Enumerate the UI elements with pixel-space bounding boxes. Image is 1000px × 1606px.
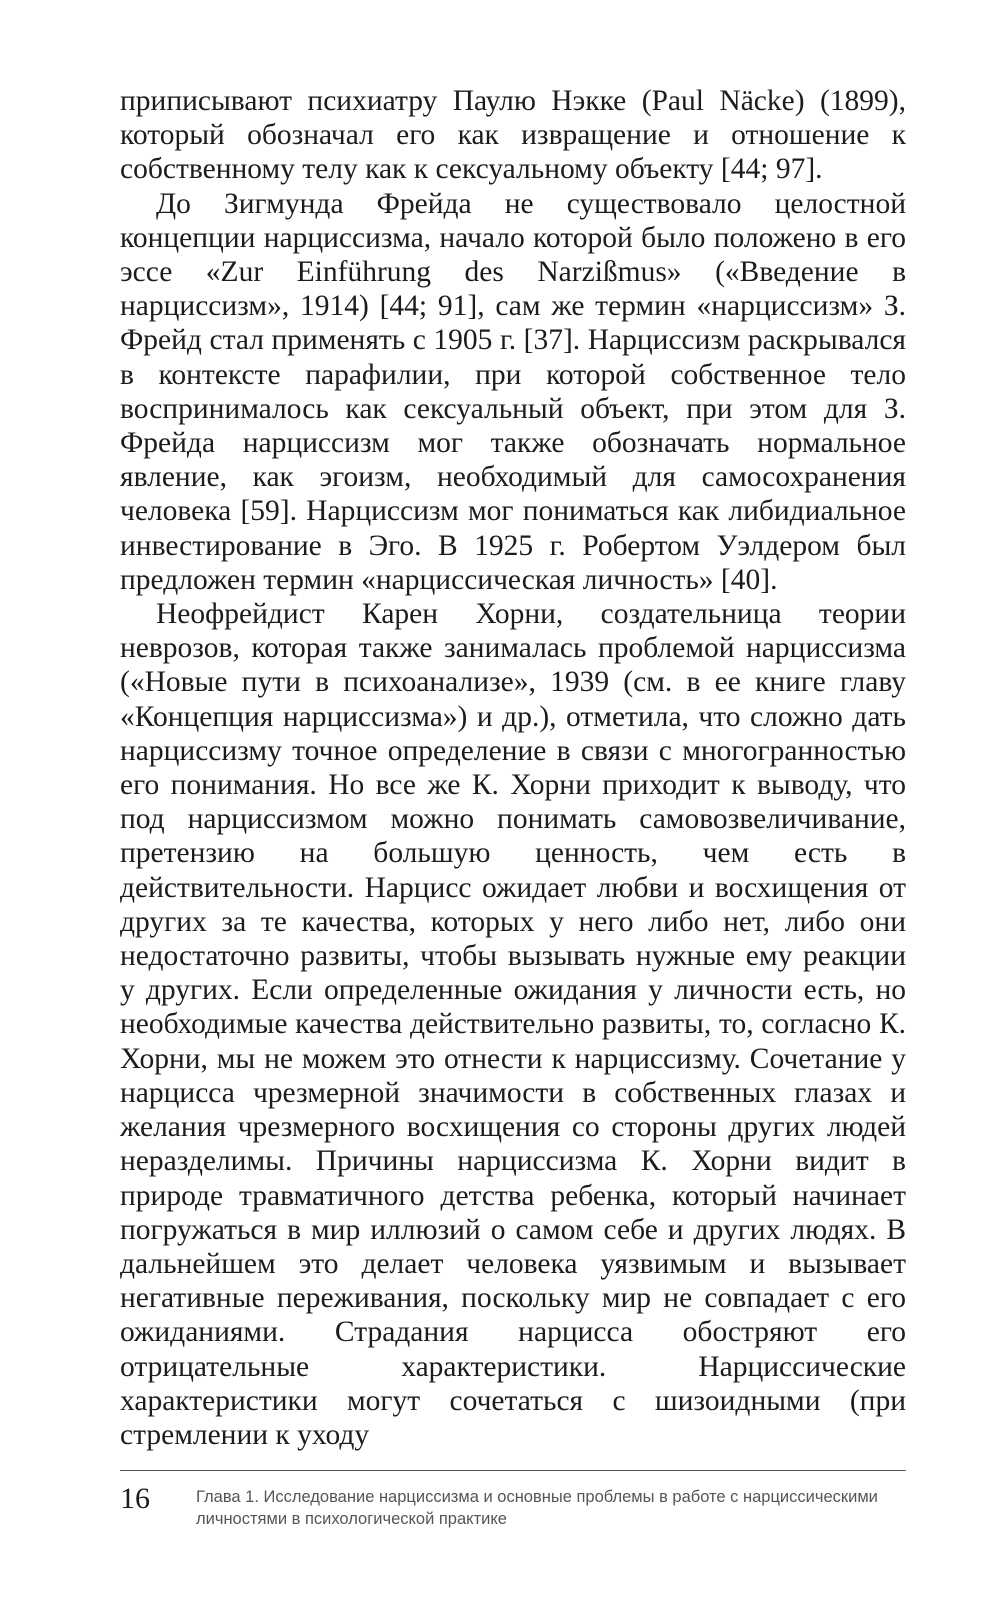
paragraph-freud: До Зигмунда Фрейда не существовало целостной концепции нарциссизма, начало которой было положено в его эссе «Zur Einführung des Narzißmus» («Введение в нарциссизм», 1914) [44; 91], сам же термин «нарциссизм» З. Фрейд стал применять с 1905 г. [37]. Нарциссизм раскрывался в контексте парафилии, при которой собственное тело воспринималось как сексуальный объект, при этом для З. Фрейда нарциссизм мог также обозначать нормальное явление, как эгоизм, необходимый для самосохранения человека [59]. Нарциссизм мог пониматься как либидиальное инвестирование в Эго. В 1925 г. Робертом Уэлдером был предложен термин «нарциссическая личность» [40]. — [120, 187, 906, 596]
body-text — [120, 84, 906, 1452]
running-head: Глава 1. Исследование нарциссизма и основные проблемы в работе с нарциссическими личностями в психологической практике — [196, 1488, 878, 1528]
paragraph-horney: Неофрейдист Карен Хорни, создательница теории неврозов, которая также занималась проблемой нарциссизма («Новые пути в психоанализе», 1939 (см. в ее книге главу «Концепция нарциссизма») и др.), отметила, что сложно дать нарциссизму точное определение в связи с многогранностью его понимания. Но все же К. Хорни приходит к выводу, что под нарциссизмом можно понимать самовозвеличивание, претензию на большую ценность, чем есть в действительности. Нарцисс ожидает любви и восхищения от других за те качества, которых у него либо нет, либо они недостаточно развиты, чтобы вызывать нужные ему реакции у других. Если определенные ожидания у личности есть, но необходимые качества действительно развиты, то, согласно К. Хорни, мы не можем это отнести к нарциссизму. Сочетание у нарцисса чрезмерной значимости в собственных глазах и желания чрезмерного восхищения со стороны других людей неразделимы. Причины нарциссизма К. Хорни видит в природе травматичного детства ребенка, который начинает погружаться в мир иллюзий о самом себе и других людях. В дальнейшем это делает человека уязвимым и вызывает негативные переживания, поскольку мир не совпадает с его ожиданиями. Страдания нарцисса обостряют его отрицательные характеристики. Нарциссические характеристики могут сочетаться с шизоидными (при стремлении к уходу — [120, 598, 906, 1451]
footer-divider — [120, 1470, 906, 1471]
page-number: 16 — [120, 1482, 150, 1515]
paragraph-continued: приписывают психиатру Паулю Нэкке (Paul Näcke) (1899), который обозначал его как извращение и отношение к собственному телу как к сексуальному объекту [44; 97]. — [120, 85, 906, 186]
